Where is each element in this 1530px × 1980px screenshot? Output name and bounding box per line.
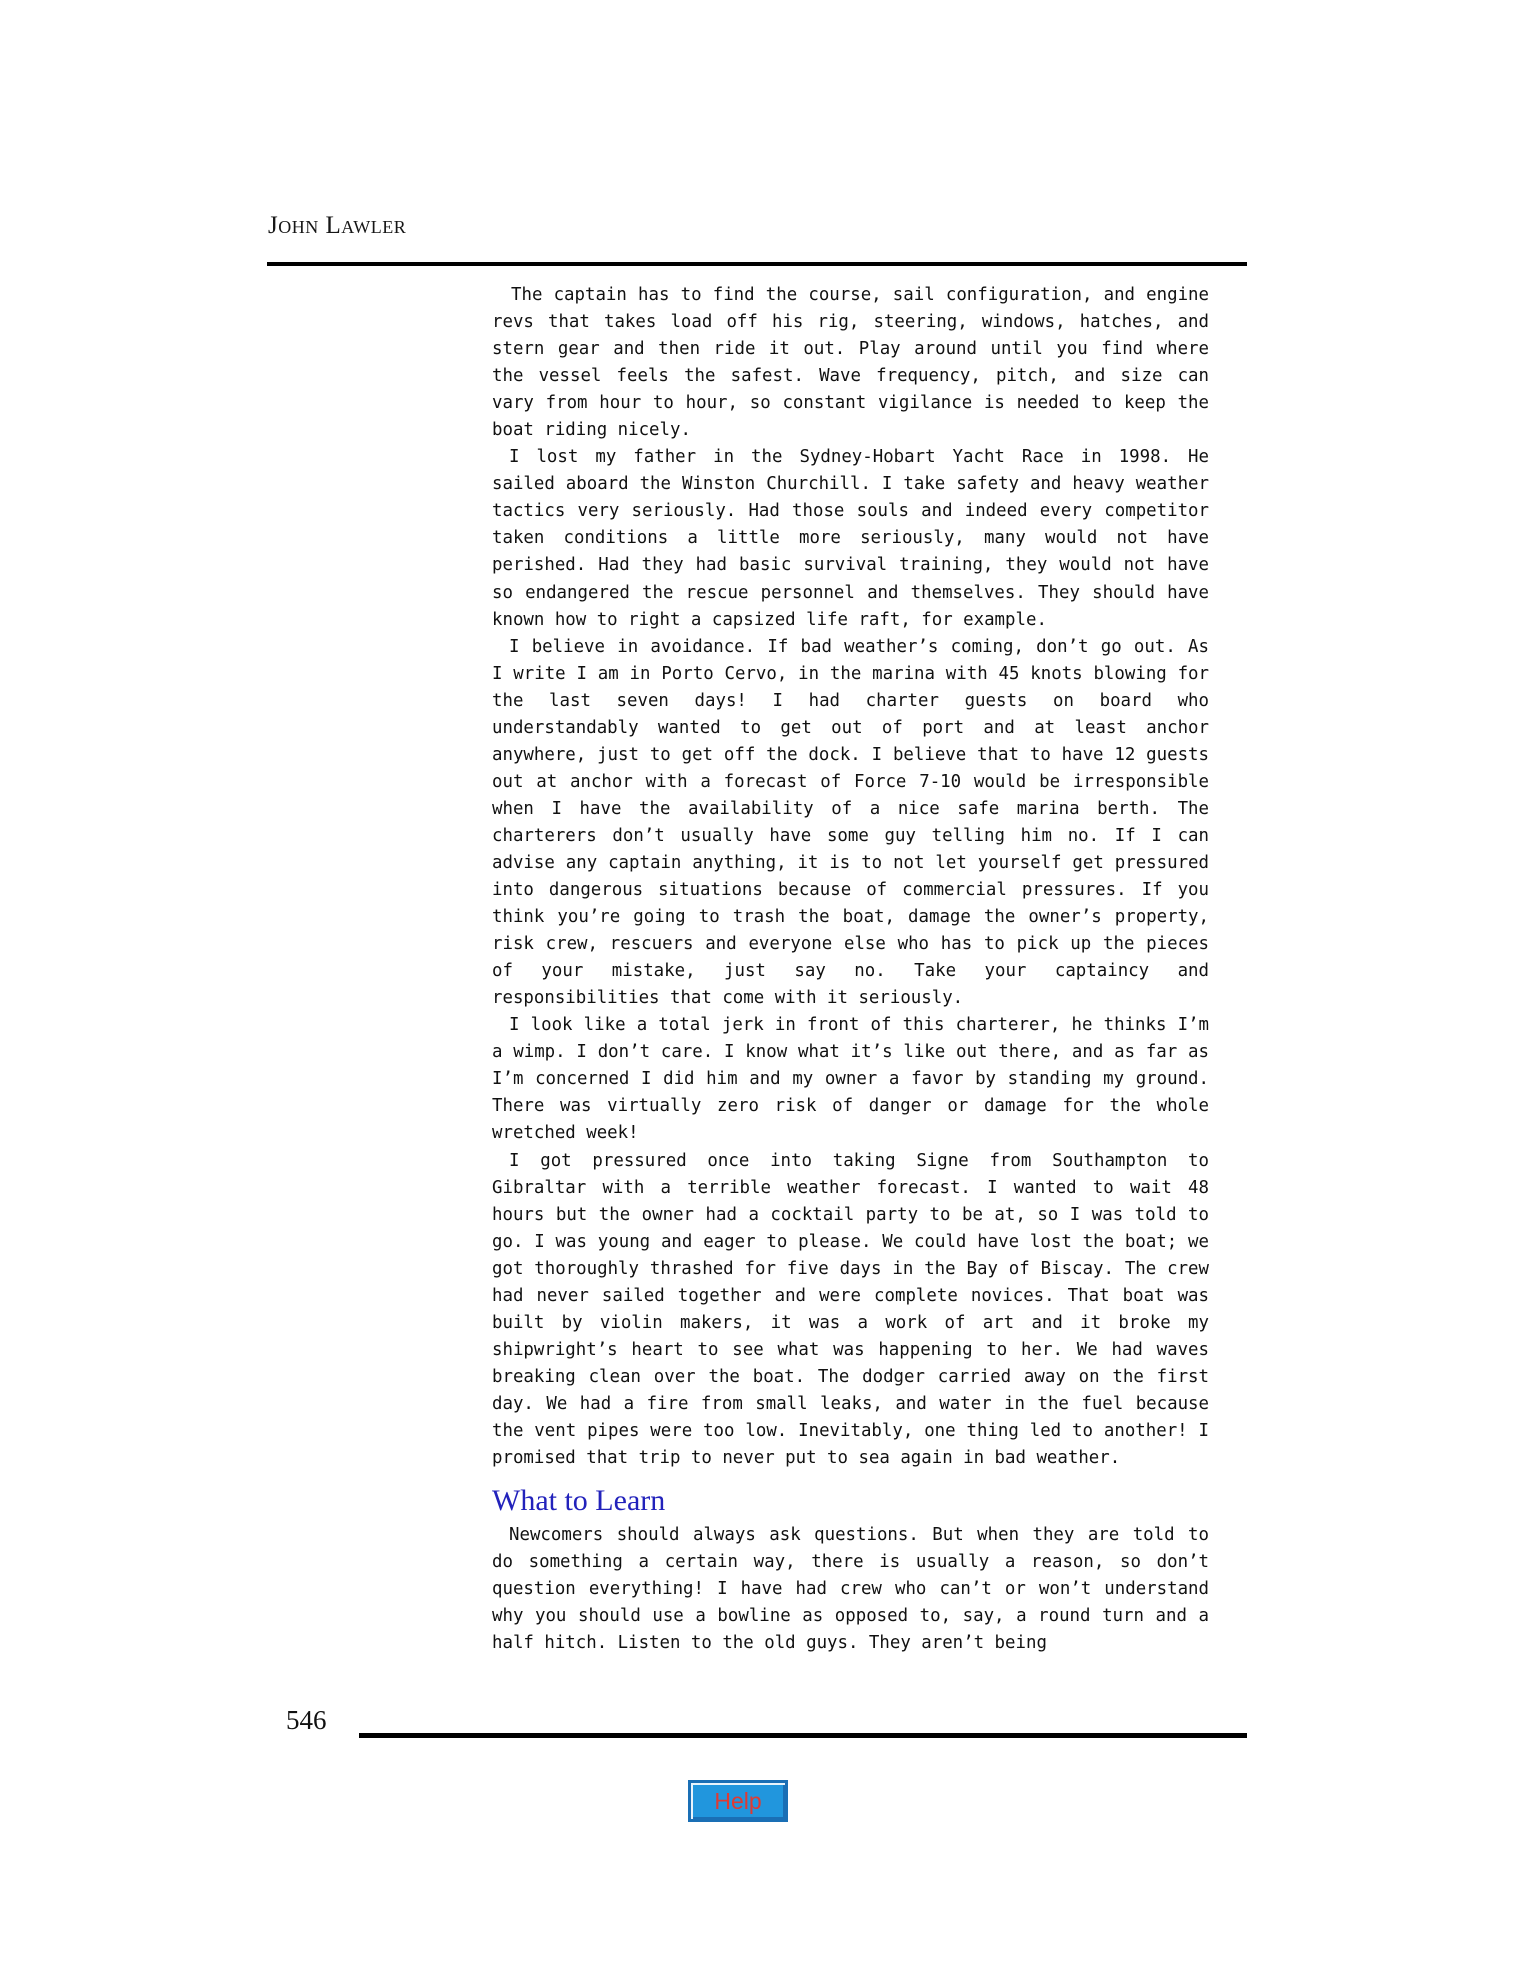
footer-rule <box>359 1733 1247 1738</box>
running-head: John Lawler <box>268 212 407 239</box>
header-rule <box>267 262 1247 266</box>
paragraph: Newcomers should always ask questions. But when they are told to do something a certain way, there is usually a reason, so don’t question everything! I have had crew who can’t or won’t understand why you should use a bowline as opposed to, say, a round turn and a half hitch. Listen to the old guys. They aren’t being <box>492 1525 1209 1654</box>
paragraph: The captain has to find the course, sail configuration, and engine revs that takes load off his rig, steering, windows, hatches, and stern gear and then ride it out. Play around until you find where the vessel feels the safest. Wave frequency, pitch, and size can vary from hour to hour, so constant vigilance is needed to keep the boat riding nicely. <box>492 285 1209 441</box>
paragraph: I look like a total jerk in front of this charterer, he thinks I’m a wimp. I don’t care. I know what it’s like out there, and as far as I’m concerned I did him and my owner a favor by standing my ground. There was virtually zero risk of danger or damage for the whole wretched week! <box>492 1015 1209 1144</box>
help-button[interactable] <box>688 1780 788 1822</box>
page-number: 546 <box>286 1705 327 1735</box>
body-text-column <box>492 282 1209 1657</box>
section-heading-what-to-learn: What to Learn <box>492 1484 666 1518</box>
paragraph: I lost my father in the Sydney-Hobart Yacht Race in 1998. He sailed aboard the Winston Churchill. I take safety and heavy weather tactics very seriously. Had those souls and indeed every competitor taken conditions a little more seriously, many would not have perished. Had they had basic survival training, they would not have so endangered the rescue personnel and themselves. They should have known how to right a capsized life raft, for example. <box>492 447 1209 630</box>
paragraph: I believe in avoidance. If bad weather’s coming, don’t go out. As I write I am in Porto Cervo, in the marina with 45 knots blowing for the last seven days! I had charter guests on board who understandably wanted to get out of port and at least anchor anywhere, just to get off the dock. I believe that to have 12 guests out at anchor with a forecast of Force 7-10 would be irresponsible when I have the availability of a nice safe marina berth. The charterers don’t usually have some guy telling him no. If I can advise any captain anything, it is to not let yourself get pressured into dangerous situations because of commercial pressures. If you think you’re going to trash the boat, damage the owner’s property, risk crew, rescuers and everyone else who has to pick up the pieces of your mistake, just say no. Take your captaincy and responsibilities that come with it seriously. <box>492 636 1209 1009</box>
paragraph: I got pressured once into taking Signe from Southampton to Gibraltar with a terrible weather forecast. I wanted to wait 48 hours but the owner had a cocktail party to be at, so I was told to go. I was young and eager to please. We could have lost the boat; we got thoroughly thrashed for five days in the Bay of Biscay. The crew had never sailed together and were complete novices. That boat was built by violin makers, it was a work of art and it broke my shipwright’s heart to see what was happening to her. We had waves breaking clean over the boat. The dodger carried away on the first day. We had a fire from small leaks, and water in the fuel because the vent pipes were too low. Inevitably, one thing led to another! I promised that trip to never put to sea again in bad weather. <box>492 1150 1209 1469</box>
help-button-label: Help <box>714 1787 762 1814</box>
